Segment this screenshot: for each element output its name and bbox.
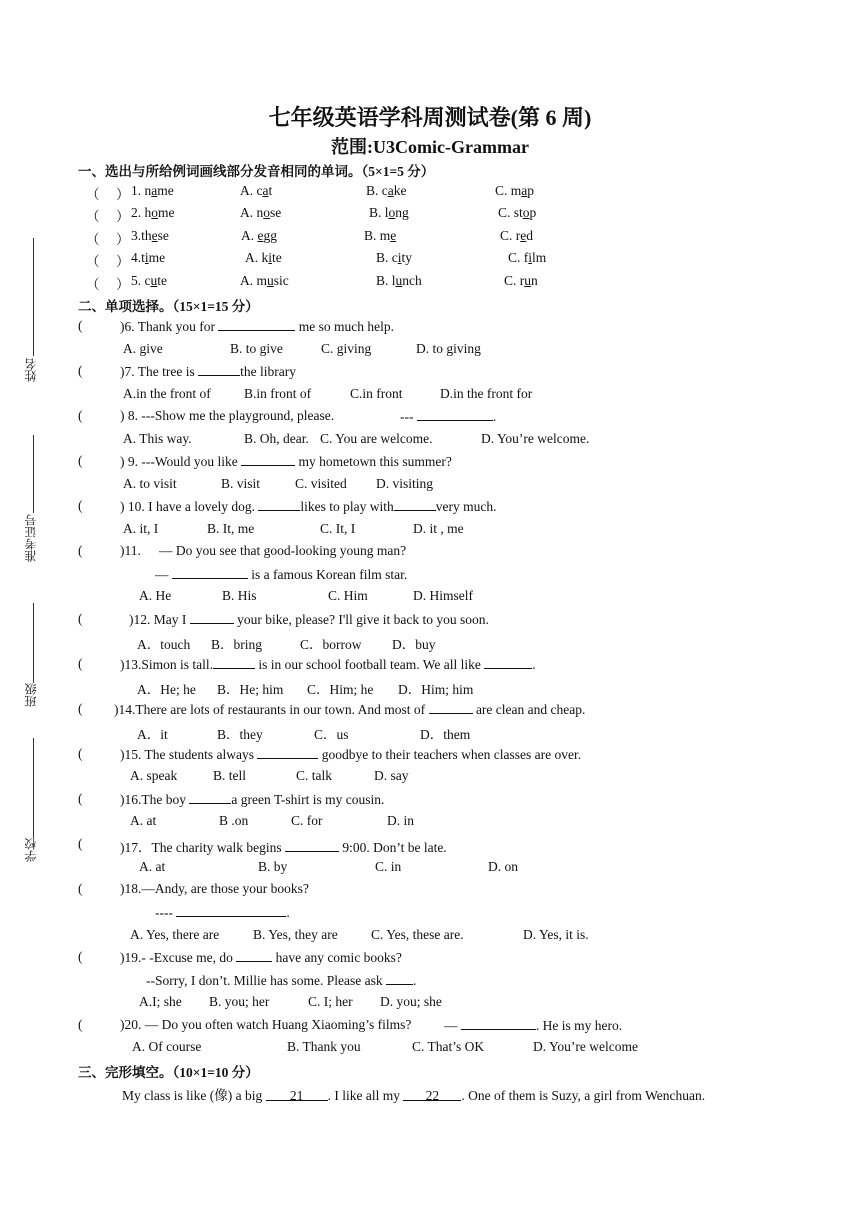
q7-option-b: B.in front of — [244, 386, 312, 401]
q12-option-c: C．borrow — [300, 637, 362, 652]
q17-option-c: C. in — [375, 859, 402, 874]
option-b: B. cake — [366, 183, 407, 198]
q13-option-d: D．Him; him — [398, 682, 474, 697]
example-word: 4.time — [131, 250, 166, 265]
q20-option-c: C. That’s OK — [412, 1039, 485, 1054]
q10-option-a: A. it, I — [123, 521, 159, 536]
q15-option-a: A. speak — [130, 768, 178, 783]
q9-option-a: A. to visit — [123, 476, 177, 491]
section3-heading: 三、完形填空。（10×1=10 分） — [78, 1065, 259, 1080]
option-c: C. map — [495, 183, 535, 198]
answer-paren-close: ） — [116, 277, 130, 292]
question-17: )17．The charity walk begins 9:00. Don’t be late. — [120, 840, 447, 855]
q14-option-c: C．us — [314, 727, 349, 742]
q8-option-d: D. You’re welcome. — [481, 431, 590, 446]
answer-paren[interactable]: ( — [78, 791, 83, 806]
option-a: A. egg — [241, 228, 277, 243]
q7-option-d: D.in the front for — [440, 386, 533, 401]
answer-paren[interactable]: （ — [86, 254, 100, 269]
q13-option-a: A．He; he — [137, 682, 196, 697]
answer-paren[interactable]: （ — [86, 232, 100, 247]
question-15: )15. The students always goodbye to their teachers when classes are over. — [120, 747, 582, 762]
school-label: 学校 — [24, 838, 38, 862]
q12-option-d: D．buy — [392, 637, 436, 652]
q15-option-d: D. say — [374, 768, 409, 783]
q9-option-d: D. visiting — [376, 476, 434, 491]
q11-option-b: B. His — [222, 588, 257, 603]
q15-option-b: B. tell — [213, 768, 246, 783]
q20-option-b: B. Thank you — [287, 1039, 361, 1054]
answer-paren[interactable]: ( — [78, 836, 83, 851]
q17-option-d: D. on — [488, 859, 518, 874]
option-b: B. long — [369, 205, 409, 220]
q9-option-b: B. visit — [221, 476, 261, 491]
option-a: A. nose — [240, 205, 282, 220]
answer-paren[interactable]: ( — [78, 746, 83, 761]
ticket-label: 准考证号 — [24, 514, 38, 562]
q19-option-c: C. I; her — [308, 994, 353, 1009]
option-b: B. city — [376, 250, 413, 265]
question-19: )19.- -Excuse me, do have any comic books? — [120, 950, 402, 965]
q15-option-c: C. talk — [296, 768, 332, 783]
q11-option-c: C. Him — [328, 588, 368, 603]
name-label: 姓名 — [24, 358, 38, 382]
q20-option-a: A. Of course — [132, 1039, 202, 1054]
section2-heading: 二、单项选择。（15×1=15 分） — [78, 299, 259, 314]
answer-paren[interactable]: ( — [78, 701, 83, 716]
question-8-reply: --- . — [400, 409, 497, 424]
q16-option-a: A. at — [130, 813, 157, 828]
question-13: )13.Simon is tall. is in our school football team. We all like . — [120, 657, 536, 672]
question-18-reply: ---- . — [155, 905, 290, 920]
q13-option-b: B．He; him — [217, 682, 284, 697]
question-14: )14.There are lots of restaurants in our town. And most of are clean and cheap. — [114, 702, 586, 717]
answer-paren[interactable]: ( — [78, 318, 83, 333]
class-label: 班级 — [24, 683, 38, 707]
answer-paren[interactable]: ( — [78, 1017, 83, 1032]
option-c: C. stop — [498, 205, 537, 220]
question-9: ) 9. ---Would you like my hometown this summer? — [120, 454, 452, 469]
example-word: 5. cute — [131, 273, 167, 288]
q16-option-d: D. in — [387, 813, 414, 828]
q6-option-a: A. give — [123, 341, 163, 356]
q7-option-c: C.in front — [350, 386, 403, 401]
question-11: )11. — [120, 543, 141, 558]
q7-option-a: A.in the front of — [123, 386, 211, 401]
answer-paren[interactable]: ( — [78, 949, 83, 964]
option-a: A. music — [240, 273, 289, 288]
q14-option-b: B．they — [217, 727, 263, 742]
q8-option-c: C. You are welcome. — [320, 431, 433, 446]
question-7: )7. The tree is the library — [120, 364, 296, 379]
example-word: 1. name — [131, 183, 174, 198]
question-10: ) 10. I have a lovely dog. likes to play with very much. — [120, 499, 497, 514]
q10-option-d: D. it , me — [413, 521, 464, 536]
q11-option-a: A. He — [139, 588, 172, 603]
option-a: A. kite — [245, 250, 282, 265]
q18-option-b: B. Yes, they are — [253, 927, 338, 942]
option-b: B. me — [364, 228, 397, 243]
answer-paren[interactable]: ( — [78, 453, 83, 468]
answer-paren-close: ） — [116, 187, 130, 202]
page-subtitle: 范围:U3Comic-Grammar — [331, 137, 529, 157]
q19-option-a: A.I; she — [139, 994, 182, 1009]
q20-option-d: D. You’re welcome — [533, 1039, 638, 1054]
q6-option-c: C. giving — [321, 341, 372, 356]
q8-option-b: B. Oh, dear. — [244, 431, 309, 446]
answer-paren[interactable]: ( — [78, 363, 83, 378]
answer-paren[interactable]: （ — [86, 277, 100, 292]
answer-paren[interactable]: （ — [86, 187, 100, 202]
answer-paren[interactable]: ( — [78, 408, 83, 423]
q16-option-b: B .on — [219, 813, 249, 828]
example-word: 2. home — [131, 205, 175, 220]
answer-paren[interactable]: ( — [78, 881, 83, 896]
q16-option-c: C. for — [291, 813, 323, 828]
option-c: C. run — [504, 273, 538, 288]
q18-option-a: A. Yes, there are — [130, 927, 220, 942]
question-19-reply: --Sorry, I don’t. Millie has some. Please ask . — [146, 973, 417, 988]
page-title: 七年级英语学科周测试卷(第 6 周) — [268, 105, 592, 130]
name-line — [33, 238, 34, 356]
question-16: )16.The boy a green T-shirt is my cousin. — [120, 792, 385, 807]
q13-option-c: C．Him; he — [307, 682, 374, 697]
q14-option-d: D．them — [420, 727, 471, 742]
class-line — [33, 603, 34, 683]
q9-option-c: C. visited — [295, 476, 347, 491]
answer-paren[interactable]: ( — [78, 498, 83, 513]
q10-option-c: C. It, I — [320, 521, 356, 536]
answer-paren-close: ） — [116, 254, 130, 269]
question-18: )18.—Andy, are those your books? — [120, 881, 309, 896]
ticket-line — [33, 435, 34, 513]
cloze-passage: My class is like (像) a big 21 . I like all my 22 . One of them is Suzy, a girl from Wenchuan. — [122, 1088, 706, 1103]
answer-paren-close: ） — [116, 209, 130, 224]
question-11-line1: — Do you see that good-looking young man? — [159, 543, 407, 558]
answer-paren[interactable]: ( — [78, 656, 83, 671]
q11-option-d: D. Himself — [413, 588, 473, 603]
q17-option-a: A. at — [139, 859, 166, 874]
question-6: )6. Thank you for me so much help. — [120, 319, 394, 334]
section1-heading: 一、选出与所给例词画线部分发音相同的单词。（5×1=5 分） — [78, 164, 435, 179]
example-word: 3.these — [131, 228, 169, 243]
question-20: )20. — Do you often watch Huang Xiaoming’s films? — [120, 1017, 412, 1032]
q17-option-b: B. by — [258, 859, 288, 874]
cloze-blank-22[interactable]: 22 — [403, 1088, 461, 1101]
answer-paren[interactable]: （ — [86, 209, 100, 224]
question-8: ) 8. ---Show me the playground, please. — [120, 408, 335, 423]
q19-option-d: D. you; she — [380, 994, 442, 1009]
option-c: C. film — [508, 250, 547, 265]
q6-option-d: D. to giving — [416, 341, 481, 356]
school-line — [33, 738, 34, 838]
q8-option-a: A. This way. — [123, 431, 192, 446]
q18-option-d: D. Yes, it is. — [523, 927, 589, 942]
option-b: B. lunch — [376, 273, 422, 288]
q12-option-a: A．touch — [137, 637, 191, 652]
q6-option-b: B. to give — [230, 341, 283, 356]
question-11-line2: — is a famous Korean film star. — [155, 567, 408, 582]
q19-option-b: B. you; her — [209, 994, 270, 1009]
answer-paren[interactable]: ( — [78, 611, 83, 626]
q12-option-b: B．bring — [211, 637, 263, 652]
cloze-blank-21[interactable]: 21 — [266, 1088, 328, 1101]
question-12: )12. May I your bike, please? I'll give it back to you soon. — [129, 612, 489, 627]
q18-option-c: C. Yes, these are. — [371, 927, 464, 942]
option-c: C. red — [500, 228, 533, 243]
answer-paren-close: ） — [116, 232, 130, 247]
q10-option-b: B. It, me — [207, 521, 255, 536]
question-20-reply: — . He is my hero. — [444, 1018, 623, 1033]
answer-paren[interactable]: ( — [78, 543, 83, 558]
q14-option-a: A．it — [137, 727, 168, 742]
option-a: A. cat — [240, 183, 273, 198]
